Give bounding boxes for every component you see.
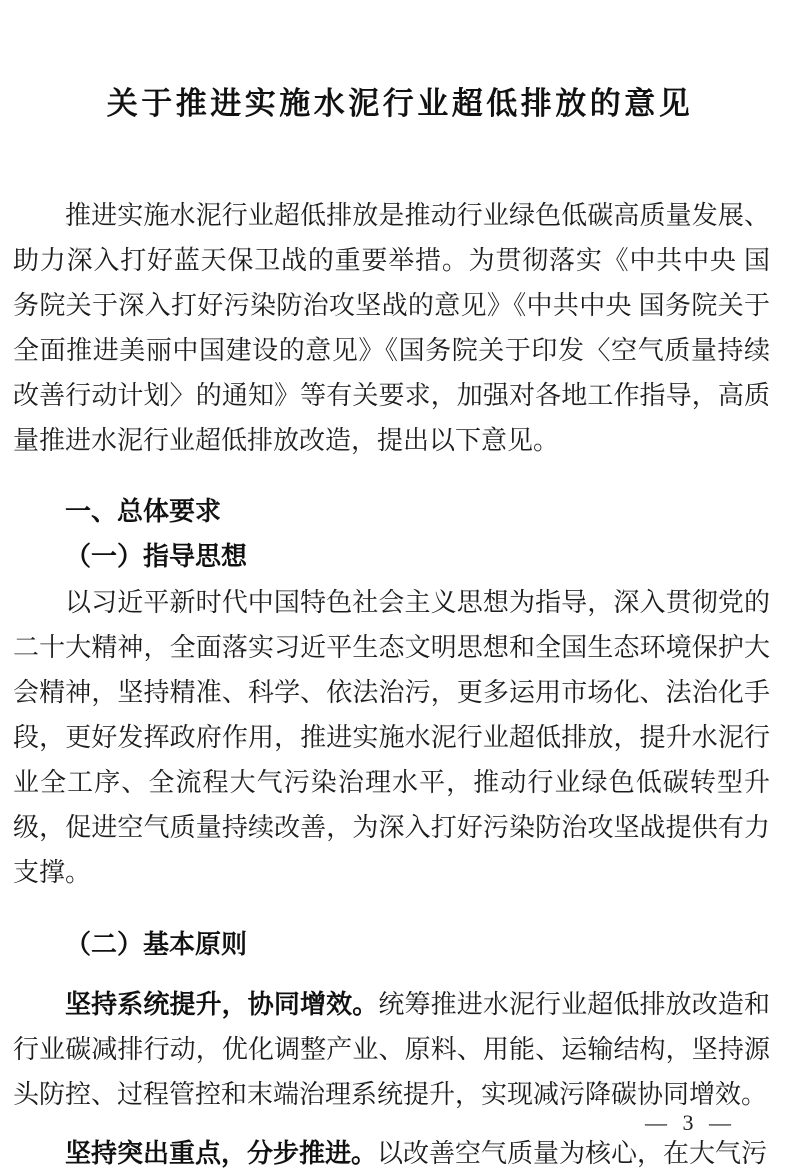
principle-lead-system-improvement: 坚持系统提升，协同增效。	[65, 989, 379, 1019]
subsection-heading-guiding-ideology: （一）指导思想	[65, 541, 248, 571]
page-number: — 3 —	[645, 1109, 736, 1135]
principle-paragraph-system-improvement	[13, 982, 770, 1117]
guiding-ideology-paragraph: 以习近平新时代中国特色社会主义思想为指导，深入贯彻党的二十大精神，全面落实习近平生态文明思想和全国生态环境保护大会精神，坚持精准、科学、依法治污，更多运用市场化、法治化手段，更好发挥政府作用，推进实施水泥行业超低排放，提升水泥行业全工序、全流程大气污染治理水平，推动行业绿色低碳转型升级，促进空气质量持续改善，为深入打好污染防治攻坚战提供有力支撑。	[13, 587, 770, 887]
principle-text-system-improvement: 统筹推进水泥行业超低排放改造和行业碳减排行动，优化调整产业、原料、用能、运输结构，坚持源头防控、过程管控和末端治理系统提升，实现减污降碳协同增效。	[13, 989, 770, 1109]
intro-paragraph: 推进实施水泥行业超低排放是推动行业绿色低碳高质量发展、助力深入打好蓝天保卫战的重要举措。为贯彻落实《中共中央 国务院关于深入打好污染防治攻坚战的意见》《中共中央 国务院关于全面推进美丽中国建设的意见》《国务院关于印发〈空气质量持续改善行动计划〉的通知》等有关要求，加强对各地工作指导，高质量推进水泥行业超低排放改造，提出以下意见。	[13, 200, 770, 455]
document-title: 关于推进实施水泥行业超低排放的意见	[106, 85, 694, 121]
document-page	[0, 21, 800, 1168]
document-body	[13, 193, 770, 1176]
subsection-heading-basic-principles: （二）基本原则	[65, 929, 248, 959]
section-heading-overall-requirements: 一、总体要求	[65, 495, 222, 526]
principle-text-key-points: 以改善空气质量为核心，在大气污	[377, 1138, 768, 1168]
principle-paragraph-key-points	[13, 1131, 770, 1176]
principle-lead-key-points: 坚持突出重点，分步推进。	[65, 1138, 378, 1168]
